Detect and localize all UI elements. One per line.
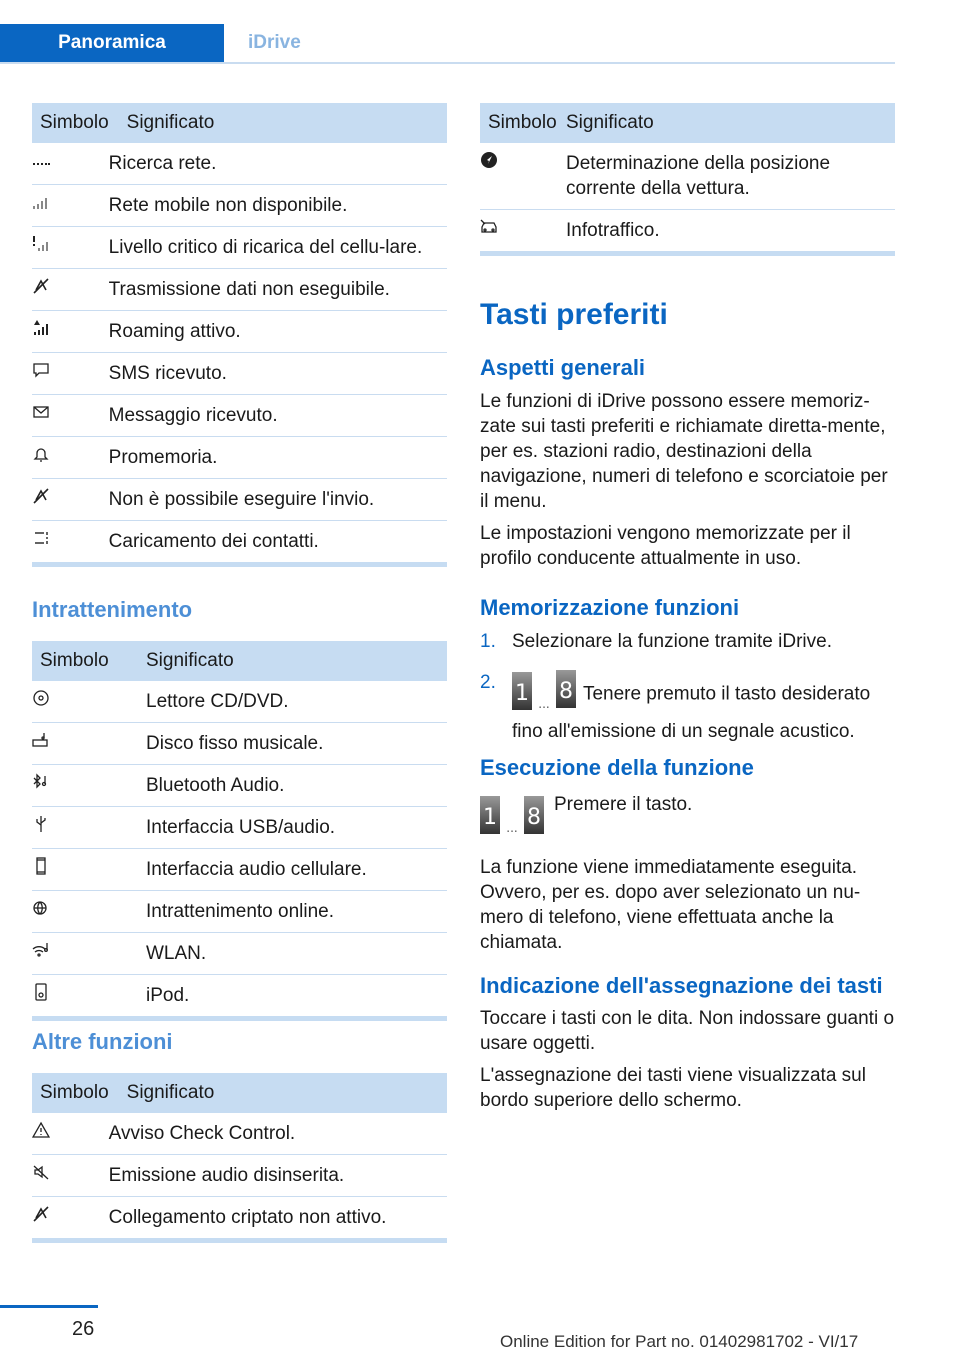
row-text: Non è possibile eseguire l'invio.	[109, 479, 447, 521]
row-text: WLAN.	[146, 933, 447, 975]
row-text: Collegamento criptato non attivo.	[109, 1197, 447, 1241]
key-first-label: 1	[515, 681, 529, 706]
footer-rule	[0, 1305, 98, 1308]
ipod-icon	[32, 983, 50, 1001]
col-symbol: Simbolo	[480, 103, 566, 143]
row-text: Livello critico di ricarica del cellu-lare.	[109, 227, 447, 269]
symbols-table-status	[32, 103, 447, 567]
favorite-keys-icon	[480, 792, 544, 843]
col-meaning: Significato	[109, 103, 447, 143]
position-icon	[480, 151, 498, 169]
subheading-esecuzione: Esecuzione della funzione	[480, 755, 754, 780]
battery-critical-icon	[32, 235, 50, 253]
table-row	[32, 353, 447, 395]
subheading-indicazione: Indicazione dell'assegnazione dei tasti	[480, 973, 883, 998]
esecuzione-paragraph-2: La funzione viene immediatamente eseguita. Ovvero, per es. dopo aver selezionato un nu-mero di telefono, viene effettuata anche la chiamata.	[480, 857, 861, 953]
section-title-tasti-preferiti: Tasti preferiti	[480, 298, 668, 331]
data-transfer-failed-icon	[32, 277, 50, 295]
sms-icon	[32, 361, 50, 379]
col-symbol: Simbolo	[32, 1073, 109, 1113]
key-dots: ...	[506, 821, 518, 835]
list-item	[480, 629, 895, 654]
row-text: Interfaccia USB/audio.	[146, 807, 447, 849]
usb-icon	[32, 815, 50, 833]
table-row	[32, 891, 447, 933]
table-row	[32, 975, 447, 1019]
table-row	[32, 185, 447, 227]
row-text: SMS ricevuto.	[109, 353, 447, 395]
key-last-label: 8	[527, 805, 541, 830]
bell-icon	[32, 445, 50, 463]
table-row	[32, 227, 447, 269]
key-last-label: 8	[559, 679, 573, 704]
edition-note: Online Edition for Part no. 01402981702 - VI/17	[500, 1332, 859, 1351]
row-text: Intrattenimento online.	[146, 891, 447, 933]
row-text: Roaming attivo.	[109, 311, 447, 353]
section-heading-altre-funzioni: Altre funzioni	[32, 1029, 173, 1054]
paragraph-indicazione	[480, 1006, 895, 1120]
table-row	[480, 143, 895, 210]
col-symbol: Simbolo	[32, 641, 146, 681]
esecuzione-text-1: Premere il tasto.	[554, 794, 693, 815]
table-row	[32, 437, 447, 479]
section-heading-intrattenimento: Intrattenimento	[32, 597, 193, 622]
table-row	[32, 521, 447, 565]
send-failed-icon	[32, 487, 50, 505]
indicazione-paragraph-2: L'assegnazione dei tasti viene visualizzata sul bordo superiore dello schermo.	[480, 1065, 866, 1111]
table-row	[32, 311, 447, 353]
phone-audio-icon	[32, 857, 50, 875]
page-number: 26	[72, 1318, 95, 1340]
favorite-keys-icon	[512, 670, 578, 719]
symbols-table-entertainment	[32, 641, 447, 1021]
row-text: Interfaccia audio cellulare.	[146, 849, 447, 891]
table-row	[32, 807, 447, 849]
col-symbol: Simbolo	[32, 103, 109, 143]
cd-icon	[32, 689, 50, 707]
row-text: Messaggio ricevuto.	[109, 395, 447, 437]
table-row	[32, 479, 447, 521]
table-row	[32, 681, 447, 723]
key-dots: ...	[538, 697, 550, 711]
step-text: Selezionare la funzione tramite iDrive.	[512, 631, 832, 652]
step-number: 2.	[480, 672, 496, 693]
list-item	[480, 670, 895, 744]
envelope-icon	[32, 403, 50, 421]
roaming-icon	[32, 319, 50, 337]
table-row	[32, 723, 447, 765]
row-text: Trasmissione dati non eseguibile.	[109, 269, 447, 311]
table-row	[32, 395, 447, 437]
table-row	[32, 1155, 447, 1197]
row-text: Lettore CD/DVD.	[146, 681, 447, 723]
wlan-icon	[32, 941, 50, 959]
indicazione-paragraph-1: Toccare i tasti con le dita. Non indossare guanti o usare oggetti.	[480, 1008, 895, 1054]
symbols-table-other	[32, 1073, 447, 1243]
table-row	[32, 1113, 447, 1155]
network-search-icon	[32, 151, 50, 169]
table-row	[480, 210, 895, 254]
contacts-loading-icon	[32, 529, 50, 547]
steps-list	[480, 629, 895, 744]
col-meaning: Significato	[109, 1073, 447, 1113]
esecuzione-line	[480, 792, 895, 843]
mute-icon	[32, 1163, 50, 1181]
key-first-label: 1	[483, 805, 497, 830]
table-row	[32, 143, 447, 185]
row-text: Rete mobile non disponibile.	[109, 185, 447, 227]
subheading-memorizzazione: Memorizzazione funzioni	[480, 595, 740, 620]
row-text: Promemoria.	[109, 437, 447, 479]
step-number: 1.	[480, 631, 496, 652]
row-text: Disco fisso musicale.	[146, 723, 447, 765]
table-row	[32, 269, 447, 311]
tab-panoramica[interactable]: Panoramica	[0, 24, 224, 62]
header-bar	[0, 24, 895, 64]
table-row	[32, 1197, 447, 1241]
aspetti-paragraph-2: Le impostazioni vengono memorizzate per il profilo conducente attualmente in uso.	[480, 523, 851, 569]
paragraph-aspetti	[480, 389, 895, 578]
traffic-info-icon	[480, 218, 498, 236]
col-meaning: Significato	[146, 641, 447, 681]
paragraph-esecuzione	[480, 792, 895, 962]
warning-icon	[32, 1121, 50, 1139]
row-text: Emissione audio disinserita.	[109, 1155, 447, 1197]
online-entertainment-icon	[32, 899, 50, 917]
signal-bars-icon	[32, 193, 50, 211]
row-text: Bluetooth Audio.	[146, 765, 447, 807]
bluetooth-audio-icon	[32, 773, 50, 791]
symbols-table-navigation	[480, 103, 895, 256]
encryption-off-icon	[32, 1205, 50, 1223]
table-row	[32, 765, 447, 807]
row-text: iPod.	[146, 975, 447, 1019]
row-text: Infotraffico.	[566, 210, 895, 254]
aspetti-paragraph-1: Le funzioni di iDrive possono essere memoriz-zate sui tasti preferiti e richiamate diretta-mente, per es. stazioni radio, destinazioni della navigazione, numeri di telefono e scorciatoie per il menu.	[480, 391, 888, 512]
step-body	[512, 670, 895, 744]
table-row	[32, 849, 447, 891]
table-row	[32, 933, 447, 975]
col-meaning: Significato	[566, 103, 895, 143]
row-text: Determinazione della posizione corrente della vettura.	[566, 143, 895, 210]
row-text: Avviso Check Control.	[109, 1113, 447, 1155]
row-text: Ricerca rete.	[109, 143, 447, 185]
hard-disk-music-icon	[32, 731, 50, 749]
subheading-aspetti-generali: Aspetti generali	[480, 355, 646, 380]
tab-idrive[interactable]: iDrive	[248, 32, 301, 53]
step-text: Tenere premuto il tasto desiderato fino all'emissione di un segnale acustico.	[512, 683, 871, 742]
row-text: Caricamento dei contatti.	[109, 521, 447, 565]
